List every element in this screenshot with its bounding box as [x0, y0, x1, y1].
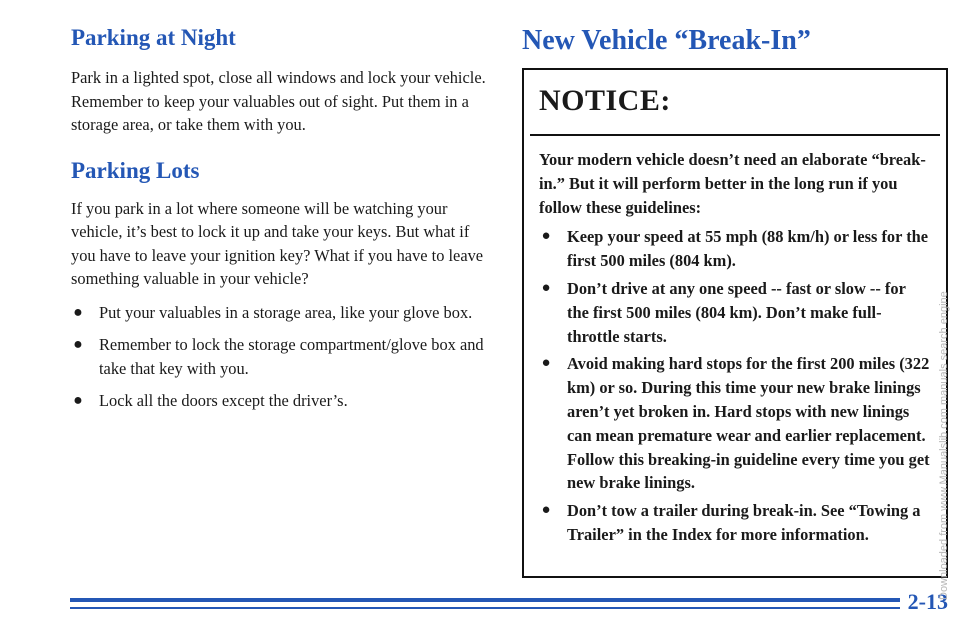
notice-intro: Your modern vehicle doesn’t need an elaborate “break-in.” But it will perform better in the long run if you follow these guidelines:	[539, 150, 926, 217]
list-item	[71, 333, 491, 380]
list-item-text: Don’t drive at any one speed -- fast or slow -- for the first 500 miles (804 km). Don’t make full-throttle starts.	[567, 278, 906, 346]
list-item	[539, 277, 931, 348]
heading-parking-lots: Parking Lots	[71, 157, 200, 183]
heading-parking-at-night: Parking at Night	[71, 25, 236, 50]
watermark: Downloaded from www.Manualslib.com manuals search engine	[938, 291, 950, 600]
list-item-text: Don’t tow a trailer during break-in. See “Towing a Trailer” in the Index for more information.	[567, 501, 921, 544]
list-item-text: Remember to lock the storage compartment/glove box and take that key with you.	[99, 335, 484, 378]
bullet-icon: ●	[73, 336, 83, 353]
notice-box	[522, 68, 948, 578]
list-item-text: Avoid making hard stops for the first 200 miles (322 km) or so. During this time your new brake linings aren’t yet broken in. Hard stops with new linings can mean premature wear and earlier replacement. Follow this breaking-in guideline every time you get new brake linings.	[567, 354, 930, 493]
list-item-text: Lock all the doors except the driver’s.	[99, 391, 348, 410]
bullet-icon: ●	[541, 502, 551, 519]
notice-title: NOTICE:	[539, 84, 671, 117]
notice-divider	[530, 134, 940, 136]
paragraph-parking-at-night: Park in a lighted spot, close all windows and lock your vehicle. Remember to keep your valuables out of sight. Put them in a storage area, or take them with you.	[71, 68, 486, 134]
bullet-icon: ●	[541, 355, 551, 372]
list-item	[71, 301, 491, 325]
page-number: 2-13	[907, 589, 948, 614]
bullet-icon: ●	[541, 228, 551, 245]
heading-new-vehicle-break-in: New Vehicle “Break-In”	[522, 25, 811, 56]
notice-body	[539, 148, 931, 547]
paragraph-parking-lots: If you park in a lot where someone will be watching your vehicle, it’s best to lock it up and take your keys. But what if you have to leave your ignition key? What if you have to leave something valuable in your vehicle?	[71, 198, 484, 288]
footer-rule-thick	[70, 598, 900, 602]
left-column	[71, 24, 491, 413]
parking-lots-list	[71, 301, 491, 413]
notice-list	[539, 225, 931, 546]
bullet-icon: ●	[73, 392, 83, 409]
list-item	[71, 389, 491, 413]
list-item-text: Keep your speed at 55 mph (88 km/h) or less for the first 500 miles (804 km).	[567, 227, 929, 271]
bullet-icon: ●	[73, 303, 83, 321]
list-item	[539, 352, 931, 495]
footer-rule-thin	[70, 607, 900, 609]
list-item	[539, 499, 931, 547]
list-item	[539, 225, 931, 273]
bullet-icon: ●	[541, 279, 551, 296]
right-column	[522, 24, 942, 544]
list-item-text: Put your valuables in a storage area, like your glove box.	[99, 302, 473, 322]
